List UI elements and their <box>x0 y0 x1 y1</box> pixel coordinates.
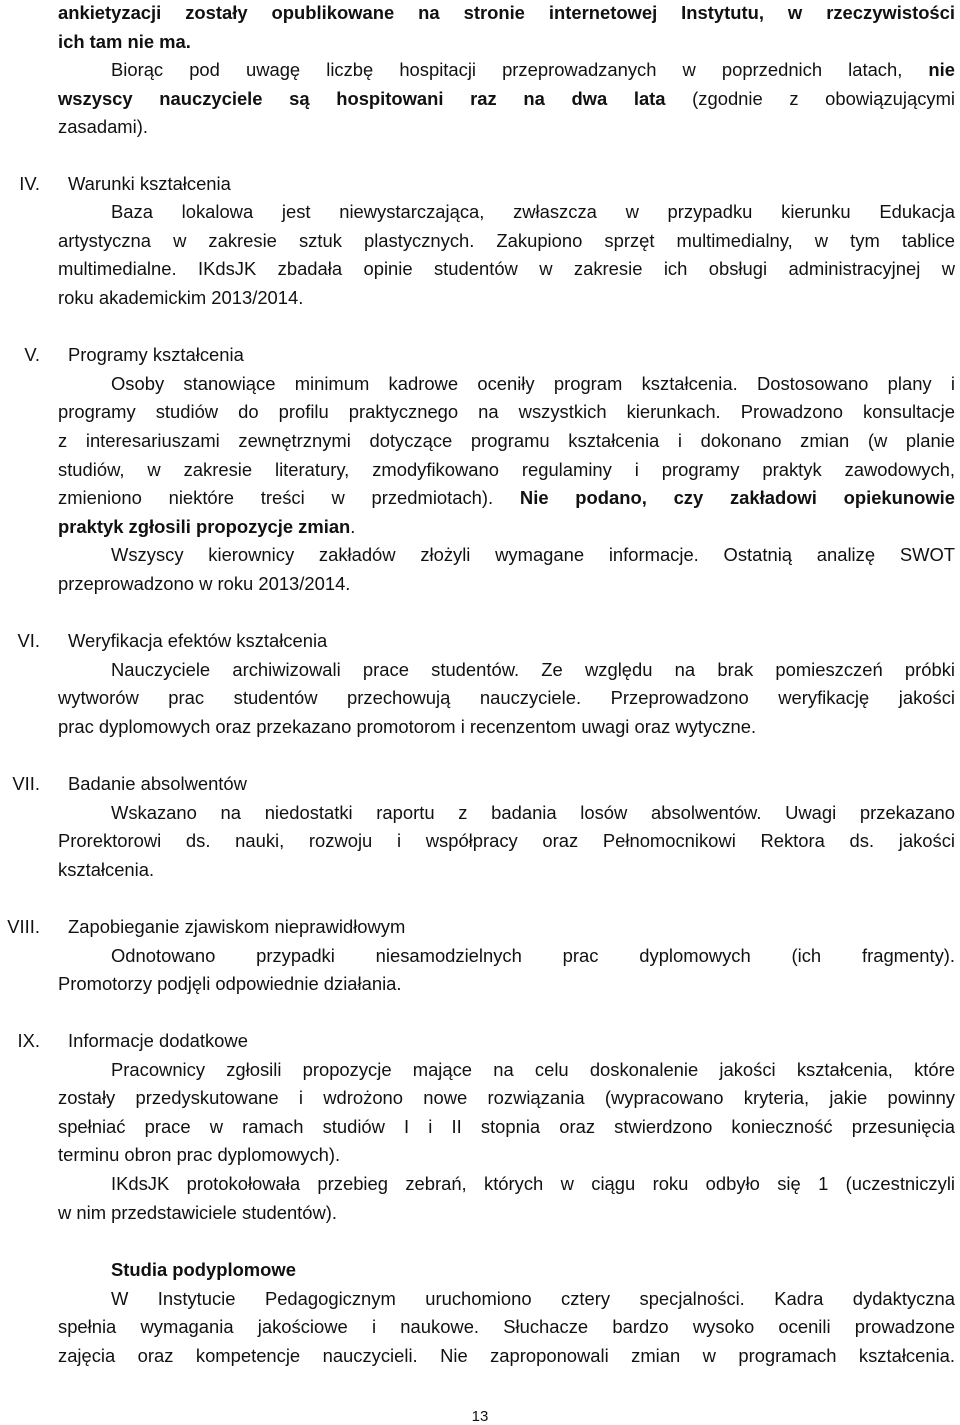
section-ix-line-5: IKdsJK protokołowała przebieg zebrań, których w ciągu roku odbyło się 1 (uczestniczyli <box>111 1173 955 1194</box>
section-v-line-5-text: zmieniono niektóre treści w przedmiotach). <box>58 487 494 508</box>
intro-line-3 <box>111 61 955 79</box>
intro-line-3-bold: nie <box>928 59 955 80</box>
section-ix-line-1: Pracownicy zgłosili propozycje mające na celu doskonalenie jakości kształcenia, które <box>111 1059 955 1080</box>
section-v-number: V. <box>24 344 40 365</box>
section-viii-title: Zapobieganie zjawiskom nieprawidłowym <box>68 916 406 937</box>
section-vi-line-3: prac dyplomowych oraz przekazano promotorom i recenzentom uwagi oraz wytyczne. <box>58 716 757 737</box>
section-v-line-6-bold: praktyk zgłosili propozycje zmian <box>58 516 351 537</box>
section-iv-line-2: artystyczna w zakresie sztuk plastycznych. Zakupiono sprzęt multimedialny, w tym tablice <box>58 230 955 251</box>
section-iv-title: Warunki kształcenia <box>68 173 231 194</box>
intro-line-1: ankietyzacji zostały opublikowane na stronie internetowej Instytutu, w rzeczywistości <box>58 2 955 23</box>
intro-line-4-bold: wszyscy nauczyciele są hospitowani raz na dwa lata <box>58 88 666 109</box>
postgraduate-title: Studia podyplomowe <box>111 1259 296 1280</box>
section-ix-number: IX. <box>17 1030 40 1051</box>
section-vi-line-1: Nauczyciele archiwizowali prace studentów. Ze względu na brak pomieszczeń próbki <box>111 659 955 680</box>
section-ix-line-3: spełniać prace w ramach studiów I i II stopnia oraz stwierdzono konieczność przesunięcia <box>58 1116 955 1137</box>
intro-line-3-text: Biorąc pod uwagę liczbę hospitacji przeprowadzanych w poprzednich latach, <box>111 59 903 80</box>
section-iv-line-4: roku akademickim 2013/2014. <box>58 287 304 308</box>
section-iv-number: IV. <box>19 173 40 194</box>
section-viii-line-1: Odnotowano przypadki niesamodzielnych prac dyplomowych (ich fragmenty). <box>111 945 955 966</box>
section-ix-line-2: zostały przedyskutowane i wdrożono nowe rozwiązania (wypracowano kryteria, jakie powinny <box>58 1087 955 1108</box>
section-vii-number: VII. <box>12 773 40 794</box>
postgraduate-line-2: spełnia wymagania jakościowe i naukowe. Słuchacze bardzo wysoko ocenili prowadzone <box>58 1316 955 1337</box>
section-v-line-1: Osoby stanowiące minimum kadrowe oceniły program kształcenia. Dostosowano plany i <box>111 373 955 394</box>
section-ix-title: Informacje dodatkowe <box>68 1030 248 1051</box>
section-ix-line-6: w nim przedstawiciele studentów). <box>58 1202 338 1223</box>
section-v-line-4: studiów, w zakresie literatury, zmodyfikowano regulaminy i programy praktyk zawodowych, <box>58 459 955 480</box>
section-v-line-6-period: . <box>350 516 356 537</box>
postgraduate-line-1: W Instytucie Pedagogicznym uruchomiono cztery specjalności. Kadra dydaktyczna <box>111 1288 955 1309</box>
section-v-line-3: z interesariuszami zewnętrznymi dotyczące programu kształcenia i dokonano zmian (w planie <box>58 430 955 451</box>
section-vi-title: Weryfikacja efektów kształcenia <box>68 630 328 651</box>
section-v-line-7: Wszyscy kierownicy zakładów złożyli wymagane informacje. Ostatnią analizę SWOT <box>111 544 955 565</box>
section-v-line-2: programy studiów do profilu praktycznego na wszystkich kierunkach. Prowadzono konsultacje <box>58 401 955 422</box>
section-vi-number: VI. <box>17 630 40 651</box>
intro-line-4 <box>58 90 955 108</box>
section-v-line-8: przeprowadzono w roku 2013/2014. <box>58 573 351 594</box>
section-vii-title: Badanie absolwentów <box>68 773 247 794</box>
section-vi-line-2: wytworów prac studentów przechowują nauczyciele. Przeprowadzono weryfikację jakości <box>58 687 955 708</box>
section-ix-line-4: terminu obron prac dyplomowych). <box>58 1144 341 1165</box>
section-viii-number: VIII. <box>7 916 40 937</box>
section-vii-line-3: kształcenia. <box>58 859 155 880</box>
section-iv-line-3: multimedialne. IKdsJK zbadała opinie studentów w zakresie ich obsługi administracyjnej w <box>58 258 955 279</box>
section-v-line-5 <box>58 489 955 507</box>
page-number: 13 <box>471 1408 489 1425</box>
intro-line-5: zasadami). <box>58 116 148 137</box>
postgraduate-line-3: zajęcia oraz kompetencje nauczycieli. Nie zaproponowali zmian w programach kształcenia. <box>58 1345 955 1366</box>
section-vii-line-2: Prorektorowi ds. nauki, rozwoju i współpracy oraz Pełnomocnikowi Rektora ds. jakości <box>58 830 955 851</box>
intro-line-2: ich tam nie ma. <box>58 31 191 52</box>
section-viii-line-2: Promotorzy podjęli odpowiednie działania. <box>58 973 402 994</box>
section-v-line-6 <box>58 518 355 536</box>
intro-line-4-text: (zgodnie z obowiązującymi <box>692 88 955 109</box>
section-vii-line-1: Wskazano na niedostatki raportu z badania losów absolwentów. Uwagi przekazano <box>111 802 955 823</box>
section-v-line-5-bold: Nie podano, czy zakładowi opiekunowie <box>519 487 955 508</box>
section-iv-line-1: Baza lokalowa jest niewystarczająca, zwłaszcza w przypadku kierunku Edukacja <box>111 201 955 222</box>
section-v-title: Programy kształcenia <box>68 344 244 365</box>
